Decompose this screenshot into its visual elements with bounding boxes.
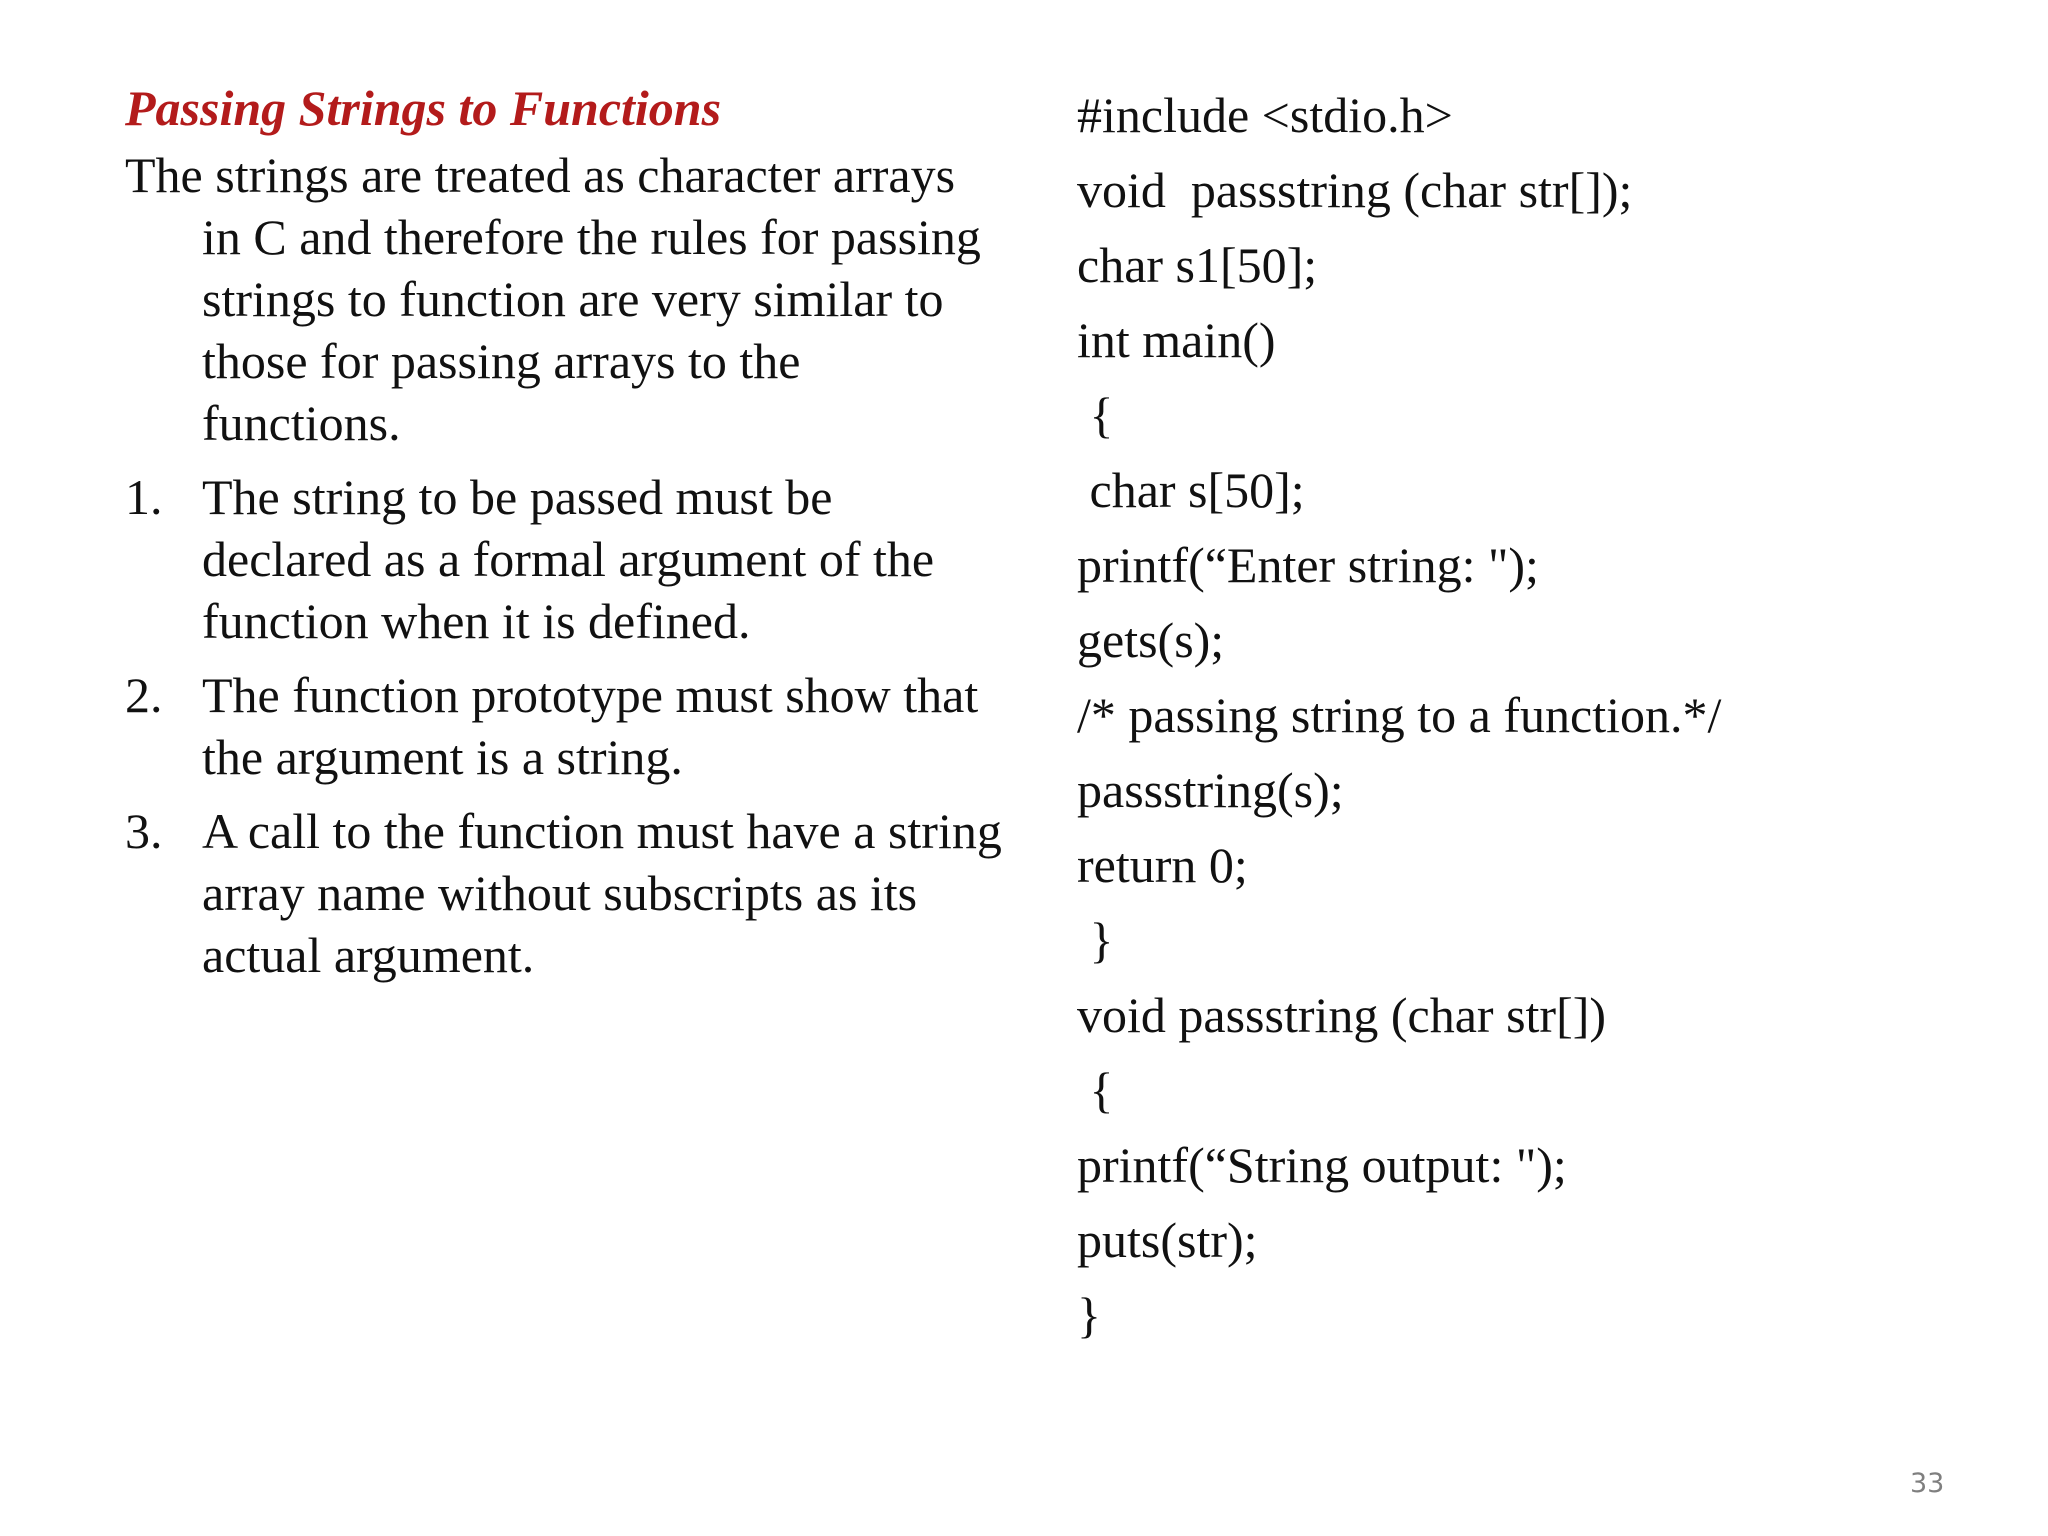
code-line: char s[50]; (1077, 462, 1305, 518)
code-line: } (1077, 912, 1114, 968)
list-item (125, 800, 1005, 986)
list-item-number: 2. (125, 667, 163, 723)
code-line: gets(s); (1077, 612, 1225, 668)
slide-title: Passing Strings to Functions (125, 80, 722, 136)
code-line: int main() (1077, 312, 1276, 368)
code-line: #include <stdio.h> (1077, 87, 1453, 143)
list-item-text: A call to the function must have a string array name without subscripts as its actual argument. (202, 803, 1002, 983)
code-line: { (1077, 387, 1114, 443)
page-number: 33 (1910, 1468, 1945, 1499)
list-item-text: The function prototype must show that the argument is a string. (202, 667, 979, 785)
explanation-column (125, 78, 1005, 998)
list-item (125, 466, 1005, 652)
code-line: } (1077, 1287, 1101, 1343)
list-item-number: 1. (125, 469, 163, 525)
code-line: /* passing string to a function.*/ (1077, 687, 1722, 743)
code-line: puts(str); (1077, 1212, 1258, 1268)
code-line: return 0; (1077, 837, 1248, 893)
code-line: char s1[50]; (1077, 237, 1318, 293)
list-item-number: 3. (125, 803, 163, 859)
list-item (125, 664, 1005, 788)
code-line: void passstring (char str[]) (1077, 987, 1607, 1043)
intro-paragraph: The strings are treated as character arrays in C and therefore the rules for passing strings to function are very similar to those for passing arrays to the functions. (125, 147, 981, 451)
code-line: printf(“Enter string: "); (1077, 537, 1539, 593)
code-line: { (1077, 1062, 1114, 1118)
code-listing (1077, 78, 1977, 1353)
list-item-text: The string to be passed must be declared as a formal argument of the function when it is defined. (202, 469, 935, 649)
code-line: passstring(s); (1077, 762, 1344, 818)
code-line: void passstring (char str[]); (1077, 162, 1633, 218)
code-line: printf(“String output: "); (1077, 1137, 1567, 1193)
